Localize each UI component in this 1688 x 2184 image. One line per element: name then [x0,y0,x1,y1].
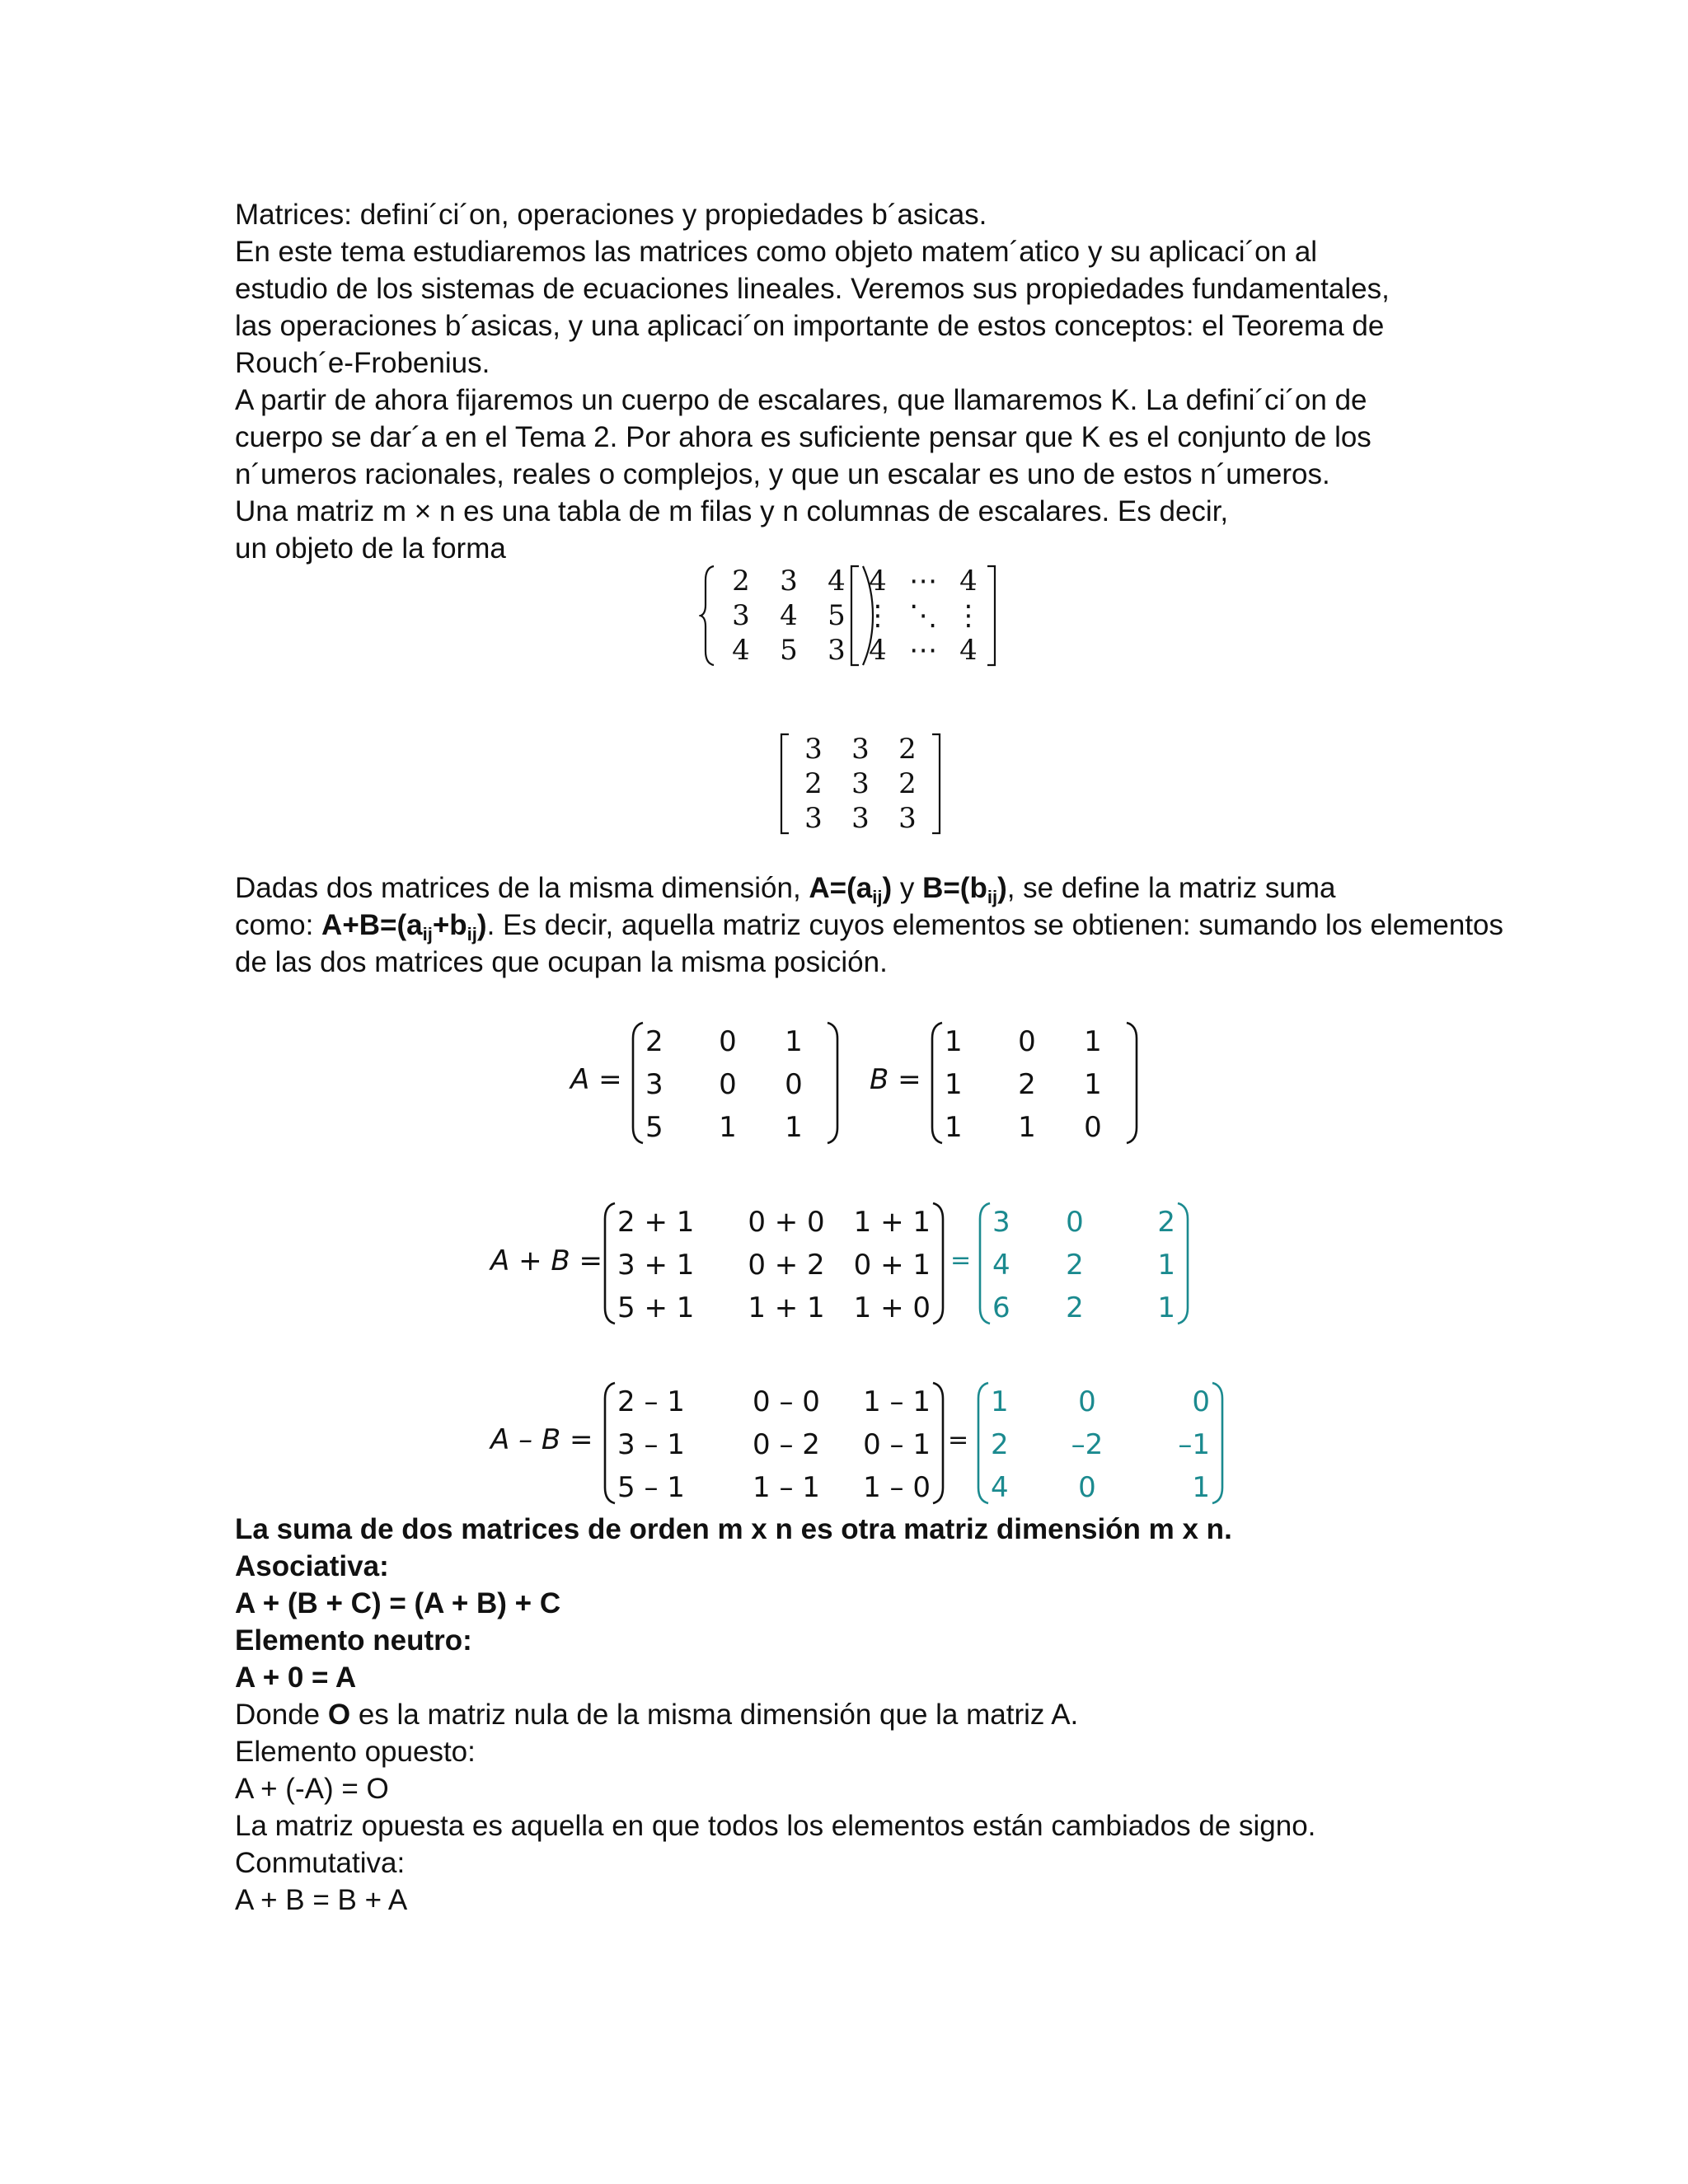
sum-expression-matrix [603,1201,945,1326]
matrix-cell: 4 [869,565,887,598]
properties-list [235,1511,1521,1919]
matrix-cell: 0 [1018,1025,1036,1058]
intro-line: cuerpo se dar´a en el Tema 2. Por ahora es suficiente pensar que K es el conjunto de los [235,421,1372,453]
matrix-cell: 3 [851,733,870,766]
text-run: +b [432,909,467,941]
property-heading: Conmutativa: [235,1847,406,1879]
text-run: O [327,1699,351,1731]
result-cell: 4 [991,1471,1009,1504]
matrix-cell: 5 [645,1111,663,1144]
matrix-cell: 1 [1018,1111,1036,1144]
text-run: , se define la matriz suma [1006,872,1336,904]
matrix-cell: 2 – 1 [617,1385,685,1418]
right-paren-icon [1210,1380,1225,1506]
matrix-cell: ⋮ [864,599,892,632]
left-paren-icon [978,1201,992,1326]
subscript: ij [422,924,433,944]
matrix-cell: 2 [804,767,823,800]
matrix-cell: 1 [719,1111,737,1144]
matrix-cell: 5 + 1 [617,1291,695,1324]
matrix-cell: 3 [645,1068,663,1101]
matrix-cell: 4 [828,565,846,598]
sum-formula [321,909,487,944]
subscript: ij [467,924,477,944]
matrix-cell: ⋱ [909,599,937,632]
result-cell: 6 [992,1291,1010,1324]
result-cell: 1 [1192,1471,1210,1504]
matrix-dots [849,564,997,668]
result-cell: 1 [991,1385,1009,1418]
intro-line: un objeto de la forma [235,532,506,565]
matrix-cell: 4 [869,634,887,667]
matrix-cell: 3 + 1 [617,1249,695,1282]
matrix-cell: 4 [780,599,798,632]
matrix-cell: 0 + 2 [748,1249,825,1282]
property-formula: A + (-A) = O [235,1773,389,1805]
matrix-cell: 4 [732,634,750,667]
matrix-cell: 5 [828,599,846,632]
subscript: ij [872,887,883,907]
result-cell: 2 [991,1428,1009,1461]
matrix-cell: 3 – 1 [617,1428,685,1461]
matrix-cell: 4 [959,565,978,598]
matrix-b [930,1020,1139,1146]
intro-line: las operaciones b´asicas, y una aplicaci´on importante de estos conceptos: el Teorema de [235,310,1385,342]
text-run: A+B=(a [321,909,423,941]
property-heading: Elemento neutro: [235,1624,472,1657]
left-bracket-icon [849,564,860,668]
matrix-cell: ⋯ [909,565,937,598]
matrix-cell: 3 [828,634,846,667]
intro-line: n´umeros racionales, reales o complejos, y que un escalar es uno de estos n´umeros. [235,458,1330,490]
left-paren-icon [603,1380,617,1506]
matrix-cell: 3 [804,733,823,766]
left-paren-icon [930,1020,945,1146]
matrix-cell: 1 – 0 [863,1471,931,1504]
matrix-cell: 2 [732,565,750,598]
matrix-cell: 0 + 1 [853,1249,931,1282]
matrix-cell: 5 – 1 [617,1471,685,1504]
intro-title: Matrices: defini´ci´on, operaciones y propiedades b´asicas. [235,199,987,231]
matrix-cell: 1 + 1 [748,1291,825,1324]
matrix-cell: 4 [959,634,978,667]
matrix-cell: 1 [945,1068,963,1101]
equals-sign: = [948,1426,969,1455]
text-run: B=(b [922,872,987,904]
matrix-a-label: A = [570,1063,622,1096]
matrix-a [631,1020,840,1146]
matrix-cell: 3 [851,802,870,835]
matrix-cell: 0 [1084,1111,1102,1144]
matrix-cell: 1 [945,1111,963,1144]
matrix-cell: 2 [645,1025,663,1058]
right-paren-icon [1175,1201,1190,1326]
matrix-cell: 0 [719,1025,737,1058]
text-run: A=(a [809,872,873,904]
left-brace-icon [699,564,717,668]
right-paren-icon [825,1020,840,1146]
sum-result-matrix [978,1201,1190,1326]
result-cell: –1 [1178,1428,1210,1461]
text-run: Dadas dos matrices de la misma dimensión, [235,872,809,904]
matrix-cell: 2 [1018,1068,1036,1101]
right-bracket-icon [986,564,997,668]
sum-def-line [235,869,1521,907]
matrix-b-def [922,872,1007,907]
property-formula: A + B = B + A [235,1884,408,1916]
matrix-cell: 1 + 1 [853,1206,931,1239]
text-run: es la matriz nula de la misma dimensión que la matriz A. [350,1699,1079,1731]
result-cell: 1 [1157,1291,1175,1324]
matrix-cell: 1 [785,1111,803,1144]
property-closure: La suma de dos matrices de orden m x n es otra matriz dimensión m x n. [235,1513,1232,1545]
matrix-cell: 3 [780,565,798,598]
text-run: Donde [235,1699,328,1731]
right-paren-icon [931,1201,945,1326]
matrix-cell: 1 [1084,1068,1102,1101]
result-cell: 3 [992,1206,1010,1239]
property-formula: A + (B + C) = (A + B) + C [235,1587,561,1619]
result-cell: 0 [1078,1385,1096,1418]
left-paren-icon [603,1201,617,1326]
text-run: ) [476,909,487,941]
matrix-cell: 0 – 1 [863,1428,931,1461]
sum-definition [235,869,1521,981]
result-cell: 4 [992,1249,1010,1282]
matrix-b-label: B = [870,1063,921,1096]
matrix-square [779,732,942,836]
result-cell: –2 [1071,1428,1104,1461]
matrix-cell: 0 [785,1068,803,1101]
property-note: La matriz opuesta es aquella en que todos los elementos están cambiados de signo. [235,1810,1316,1842]
intro-line: A partir de ahora fijaremos un cuerpo de escalares, que llamaremos K. La defini´ci´on de [235,384,1367,416]
result-cell: 0 [1066,1206,1084,1239]
sum-label: A + B = [490,1244,603,1277]
right-paren-icon [1124,1020,1139,1146]
property-formula: A + 0 = A [235,1661,357,1694]
matrix-cell: 3 [732,599,750,632]
matrix-cell: 3 [898,802,917,835]
result-cell: 0 [1078,1471,1096,1504]
matrix-cell: 0 [719,1068,737,1101]
matrix-cell: ⋯ [909,634,937,667]
matrix-a-def [809,872,893,907]
matrix-cell: 1 – 1 [863,1385,931,1418]
result-cell: 2 [1157,1206,1175,1239]
sum-def-line: de las dos matrices que ocupan la misma posición. [235,946,888,978]
right-paren-icon [931,1380,945,1506]
text-run: ) [882,872,893,904]
matrix-cell: 2 [898,767,917,800]
intro-line: En este tema estudiaremos las matrices como objeto matem´atico y su aplicaci´on al [235,236,1318,268]
right-bracket-icon [931,732,942,836]
property-note [235,1696,1521,1733]
property-heading: Asociativa: [235,1550,389,1582]
matrix-cell: 1 – 1 [753,1471,820,1504]
text-run: . Es decir, aquella matriz cuyos elementos se obtienen: sumando los elementos [486,909,1504,941]
result-cell: 1 [1157,1249,1175,1282]
matrix-cell: 5 [780,634,798,667]
matrix-cell: ⋮ [954,599,982,632]
matrix-cell: 3 [804,802,823,835]
matrix-cell: 1 [1084,1025,1102,1058]
left-bracket-icon [779,732,790,836]
difference-expression-matrix [603,1380,945,1506]
intro-line: Una matriz m × n es una tabla de m filas y n columnas de escalares. Es decir, [235,495,1229,527]
left-paren-icon [976,1380,991,1506]
matrix-cell: 1 [945,1025,963,1058]
result-cell: 0 [1192,1385,1210,1418]
left-paren-icon [631,1020,645,1146]
intro-line: estudio de los sistemas de ecuaciones lineales. Veremos sus propiedades fundamentales, [235,273,1390,305]
sum-def-line [235,907,1521,944]
matrix-cell: 0 – 0 [753,1385,820,1418]
difference-label: A – B = [490,1423,593,1456]
text-run: como: [235,909,322,941]
difference-result-matrix [976,1380,1225,1506]
matrix-cell: 2 [898,733,917,766]
equals-sign: = [950,1246,972,1275]
result-cell: 2 [1066,1291,1084,1324]
text-run: ) [997,872,1007,904]
matrix-cell: 1 [785,1025,803,1058]
matrix-cell: 3 [851,767,870,800]
matrix-cell: 0 + 0 [748,1206,825,1239]
text-run: y [892,872,923,904]
property-heading: Elemento opuesto: [235,1736,476,1768]
intro-text [235,196,1521,567]
matrix-cell: 0 – 2 [753,1428,820,1461]
intro-line: Rouch´e-Frobenius. [235,347,490,379]
matrix-cell: 2 + 1 [617,1206,695,1239]
matrix-cell: 1 + 0 [853,1291,931,1324]
result-cell: 2 [1066,1249,1084,1282]
subscript: ij [987,887,998,907]
